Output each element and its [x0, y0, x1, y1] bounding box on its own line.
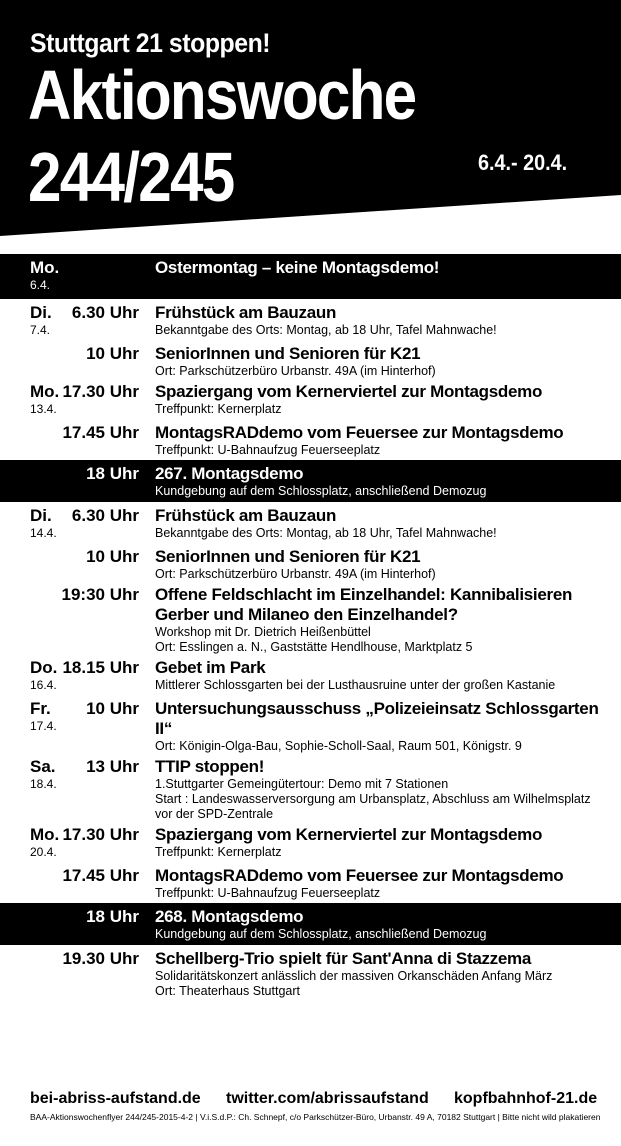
event-date: 13.4. — [30, 402, 57, 416]
event-row — [0, 698, 621, 756]
event-date: 17.4. — [30, 719, 57, 733]
event-row — [0, 824, 621, 865]
event-title: Ostermontag – keine Montagsdemo! — [155, 258, 440, 277]
event-title: Frühstück am Bauzaun — [155, 506, 337, 525]
event-row — [0, 546, 621, 584]
event-time: 18 Uhr — [86, 464, 139, 483]
event-date: 14.4. — [30, 526, 57, 540]
event-detail: Workshop mit Dr. Dietrich Heißenbüttel — [155, 625, 371, 639]
link-kopfbahnhof[interactable]: kopfbahnhof-21.de — [454, 1090, 598, 1107]
event-title: TTIP stoppen! — [155, 757, 265, 776]
event-schedule — [0, 254, 621, 1001]
event-day: Mo. — [30, 825, 60, 844]
event-detail: Ort: Esslingen a. N., Gaststätte Hendlhouse, Marktplatz 5 — [155, 640, 473, 654]
event-row — [0, 505, 621, 546]
event-day: Sa. — [30, 757, 56, 776]
event-row — [0, 422, 621, 460]
event-time: 19.30 Uhr — [62, 949, 139, 968]
event-row — [0, 756, 621, 824]
event-title: Offene Feldschlacht im Einzelhandel: Kannibalisieren Gerber und Milaneo den Einzelhandel? — [155, 585, 573, 624]
event-row — [0, 302, 621, 343]
event-content — [155, 699, 600, 754]
event-row — [0, 381, 621, 422]
event-content — [155, 258, 600, 278]
event-detail: Kundgebung auf dem Schlossplatz, anschließend Demozug — [155, 484, 487, 498]
event-detail: Treffpunkt: U-Bahnaufzug Feuerseeplatz — [155, 886, 381, 900]
event-content — [155, 382, 600, 417]
event-content — [155, 344, 600, 379]
event-title: 268. Montagsdemo — [155, 907, 304, 926]
event-time: 17.45 Uhr — [62, 866, 139, 885]
event-day: Fr. — [30, 699, 51, 718]
event-detail: Treffpunkt: Kernerplatz — [155, 845, 282, 859]
event-detail: Ort: Königin-Olga-Bau, Sophie-Scholl-Saal, Raum 501, Königstr. 9 — [155, 739, 522, 753]
highlight-row — [0, 254, 621, 299]
event-time: 6.30 Uhr — [71, 506, 139, 525]
event-content — [155, 547, 600, 582]
event-row — [0, 865, 621, 903]
event-title: Spaziergang vom Kernerviertel zur Montagsdemo — [155, 382, 543, 401]
event-title: Schellberg-Trio spielt für Sant'Anna di Stazzema — [155, 949, 531, 968]
event-detail: Ort: Parkschützerbüro Urbanstr. 49A (im Hinterhof) — [155, 567, 436, 581]
header-title: Aktionswoche — [28, 56, 416, 134]
event-title: 267. Montagsdemo — [155, 464, 304, 483]
event-time: 10 Uhr — [86, 547, 139, 566]
event-day: Di. — [30, 506, 52, 525]
event-title: Untersuchungsausschuss „Polizeieinsatz Schlossgarten II“ — [155, 699, 599, 738]
event-time: 18.15 Uhr — [62, 658, 139, 677]
event-day: Mo. — [30, 258, 60, 277]
event-content — [155, 464, 600, 499]
event-detail: Solidaritätskonzert anlässlich der massiven Orkanschäden Anfang März — [155, 969, 553, 983]
event-date: 18.4. — [30, 777, 57, 791]
event-date: 20.4. — [30, 845, 57, 859]
link-bei-abriss-aufstand[interactable]: bei-abriss-aufstand.de — [30, 1090, 201, 1107]
event-day: Mo. — [30, 382, 60, 401]
event-row — [0, 948, 621, 1001]
header-dates: 6.4.- 20.4. — [478, 150, 568, 175]
flyer-header — [0, 0, 621, 246]
event-content — [155, 506, 600, 541]
event-time: 6.30 Uhr — [71, 303, 139, 322]
event-row — [0, 584, 621, 657]
event-detail: Bekanntgabe des Orts: Montag, ab 18 Uhr, Tafel Mahnwache! — [155, 526, 497, 540]
event-title: Spaziergang vom Kernerviertel zur Montagsdemo — [155, 825, 543, 844]
event-row — [0, 343, 621, 381]
event-content — [155, 585, 600, 655]
imprint: BAA-Aktionswochenflyer 244/245-2015-4-2 | V.i.S.d.P.: Ch. Schnepf, c/o Parkschützer-Büro, Urbanstr. 49 A, 70182 Stuttgart | Bitte nicht wild plakatieren — [30, 1112, 601, 1122]
event-title: Frühstück am Bauzaun — [155, 303, 337, 322]
event-content — [155, 303, 600, 338]
event-time: 19:30 Uhr — [61, 585, 139, 604]
highlight-row — [0, 903, 621, 945]
event-detail: 1.Stuttgarter Gemeingütertour: Demo mit 7 Stationen — [155, 777, 449, 791]
event-content — [155, 949, 600, 999]
event-date: 16.4. — [30, 678, 57, 692]
event-detail: Start : Landeswasserversorgung am Urbansplatz, Abschluss am Wilhelmsplatz vor der SPD-Zentrale — [155, 792, 591, 821]
event-day: Do. — [30, 658, 58, 677]
event-day: Di. — [30, 303, 52, 322]
event-detail: Treffpunkt: U-Bahnaufzug Feuerseeplatz — [155, 443, 381, 457]
event-title: SeniorInnen und Senioren für K21 — [155, 344, 421, 363]
highlight-row — [0, 460, 621, 502]
event-detail: Treffpunkt: Kernerplatz — [155, 402, 282, 416]
event-content — [155, 825, 600, 860]
event-detail: Kundgebung auf dem Schlossplatz, anschließend Demozug — [155, 927, 487, 941]
event-content — [155, 757, 600, 822]
event-title: SeniorInnen und Senioren für K21 — [155, 547, 421, 566]
event-time: 17.45 Uhr — [62, 423, 139, 442]
event-title: MontagsRADdemo vom Feuersee zur Montagsdemo — [155, 423, 564, 442]
event-time: 17.30 Uhr — [62, 825, 139, 844]
event-detail: Ort: Parkschützerbüro Urbanstr. 49A (im Hinterhof) — [155, 364, 436, 378]
event-detail: Bekanntgabe des Orts: Montag, ab 18 Uhr, Tafel Mahnwache! — [155, 323, 497, 337]
event-content — [155, 907, 600, 942]
event-time: 17.30 Uhr — [62, 382, 139, 401]
header-number: 244/245 — [28, 138, 234, 216]
event-title: MontagsRADdemo vom Feuersee zur Montagsdemo — [155, 866, 564, 885]
header-subtitle: Stuttgart 21 stoppen! — [30, 28, 271, 58]
event-content — [155, 423, 600, 458]
event-title: Gebet im Park — [155, 658, 266, 677]
event-time: 18 Uhr — [86, 907, 139, 926]
event-date: 6.4. — [30, 278, 51, 292]
event-time: 13 Uhr — [86, 757, 139, 776]
event-date: 7.4. — [30, 323, 51, 337]
event-content — [155, 866, 600, 901]
event-time: 10 Uhr — [86, 699, 139, 718]
event-content — [155, 658, 600, 693]
event-detail: Mittlerer Schlossgarten bei der Lusthausruine unter der großen Kastanie — [155, 678, 556, 692]
link-twitter[interactable]: twitter.com/abrissaufstand — [226, 1090, 429, 1107]
event-time: 10 Uhr — [86, 344, 139, 363]
event-detail: Ort: Theaterhaus Stuttgart — [155, 984, 300, 998]
event-row — [0, 657, 621, 698]
